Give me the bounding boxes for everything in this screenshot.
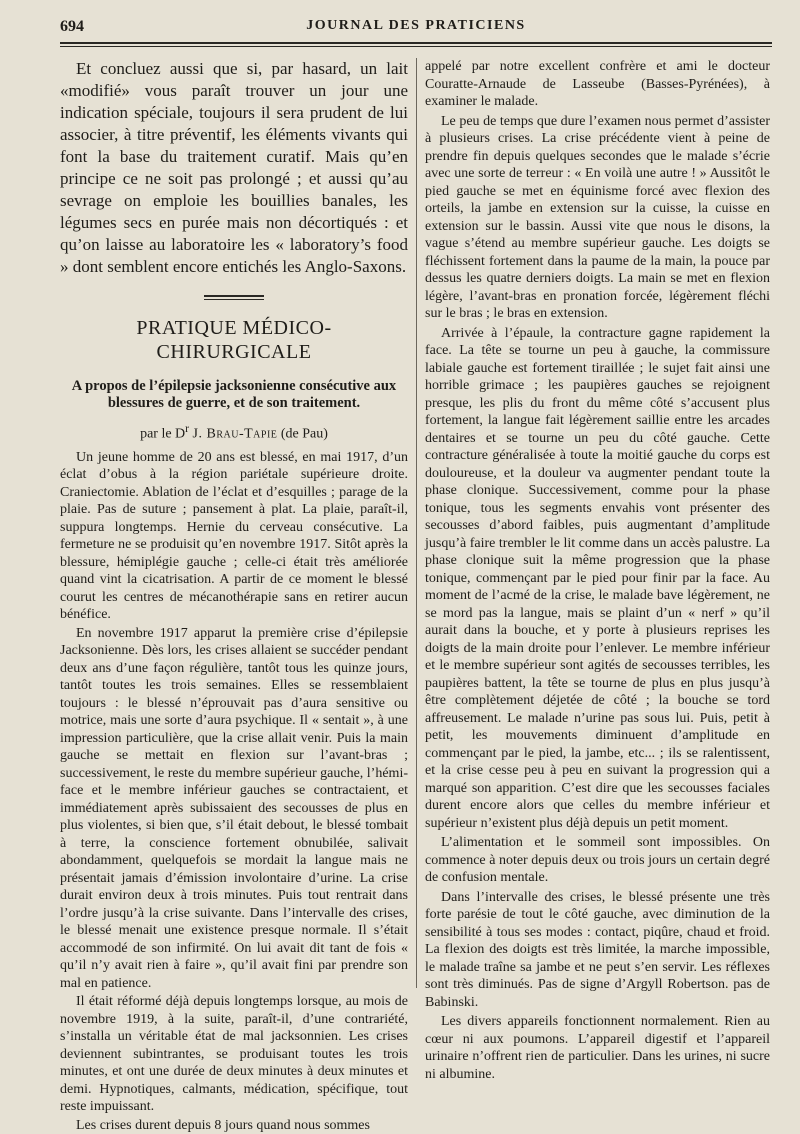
page-number: 694 (60, 18, 84, 36)
header-rule (60, 42, 772, 44)
paragraph: Arrivée à l’épaule, la contracture gagne rapidement la face. La tête se tourne un peu à gauche, la commissure labiale gauche est fortement tiraillée ; le sujet fait ainsi une horrible grimace ; les paupières gauches se rejoignent presque, les plis du front du même côté s’accusent plus fortement, la langue fait légèrement saillie entre les arcades dentaires et se tourne un peu du côté gauche. Cette contracture généralisée à toute la moitié gauche du corps est douloureuse, et la douleur va augmenter pendant toute la phase clonique. Successivement, comme pour la phase tonique, tous les segments envahis vont présenter des secousses d’abord faibles, puis augmentant d’amplitude jusqu’à faire trembler le lit comme dans un accès palustre. La phase clonique suit la même progression que la phase tonique, commençant par le pied pour finir par la face. Au moment de l’acmé de la crise, le malade bave légèrement, ne se mord pas la langue, mais se plaint d’un « nerf » qu’il aurait dans la bouche, et y porte à plusieurs reprises les doigts de la main droite pour l’enlever. Le membre inférieur et le membre supérieur sont agités de secousses terribles, les paupières battent, la tête se tourne de plus en plus jusqu’à être complètement déjetée de côté ; la bouche se tord affreusement. Le malade n’urine pas sous lui. Puis, petit à petit, les mouvements diminuent d’amplitude en commençant par le pied, la jambe, etc... ; ils se ralentissent, et la crise cesse peu à peu en suivant la progression qui a marqué son apparition. C’est dire que les secousses faciales durent encore alors que celles du membre inférieur et supérieur n’existent plus déjà depuis un petit moment. (425, 325, 770, 833)
paragraph: En novembre 1917 apparut la première crise d’épilepsie Jacksonienne. Dès lors, les crises allaient se succéder pendant deux ans d’une façon régulière, tantôt tous les quinze jours, tantôt toutes les trois semaines. Elles se ressemblaient toujours : le blessé n’éprouvait pas d’aura sensitive ou motrice, mais une sorte d’aura psychique. Il « sentait », à une impression particulière, que la crise allait venir. Puis la main gauche se mettait en flexion sur l’avant-bras ; successivement, le reste du membre supérieur gauche, l’hémi-face et le membre inférieur gauches se contractaient, et immédiatement après subissaient des secousses de plus en plus violentes, si bien que, s’il était debout, le blessé tombait à terre, la conscience fortement obnubilée, salivait abondamment, quelquefois se mordait la langue mais ne présentait jamais d’émission involontaire d’urine. La crise durait environ deux à trois minutes. Puis tout rentrait dans l’ordre jusqu’à la crise suivante. Dans l’intervalle des crises, le blessé menait une existence presque normale. Il s’était accommodé de son infirmité. On lui avait dit tant de fois « qu’il n’y avait rien à faire », qu’il avait fini par prendre son mal en patience. (60, 625, 408, 993)
byline-suffix: (de Pau) (281, 426, 328, 441)
paragraph: Les crises durent depuis 8 jours quand nous sommes (60, 1117, 408, 1134)
paragraph: Le peu de temps que dure l’examen nous permet d’assister à plusieurs crises. La crise précédente vient à peine de prendre fin depuis quelques secondes que le malade s’écrie avec une sorte de terreur : « En voilà une autre ! » Aussitôt le pied gauche se met en équinisme forcé avec flexion des orteils, la jambe en extension sur la cuisse, la cuisse en extension sur le bassin. Aussi vite que nous le disons, la vague s’étend au membre supérieur gauche. Les doigts se fléchissent fortement dans la paume de la main, la pouce par dessus les quatre derniers doigts. La main se met en flexion légère, l’avant-bras en pronation forcée, légèrement fléchi sur le bras ; le bras en extension. (425, 113, 770, 323)
byline-sup: r (185, 422, 189, 435)
section-heading: PRATIQUE MÉDICO-CHIRURGICALE (60, 316, 408, 364)
author-name: J. Brau-Tapie (193, 426, 278, 441)
byline (60, 420, 408, 443)
left-column (60, 58, 408, 999)
right-column (425, 58, 770, 999)
running-title: JOURNAL DES PRATICIENS (60, 18, 772, 34)
paragraph: appelé par notre excellent confrère et ami le docteur Couratte-Arnaude de Lasseube (Basses-Pyrénées), à examiner le malade. (425, 58, 770, 111)
article (60, 378, 408, 1134)
paragraph: Les divers appareils fonctionnent normalement. Rien au cœur ni aux poumons. L’appareil digestif et l’appareil urinaire n’offrent rien de particulier. Dans les urines, ni sucre ni albumine. (425, 1013, 770, 1083)
paragraph: L’alimentation et le sommeil sont impossibles. On commence à noter depuis deux ou trois jours un certain degré de confusion mentale. (425, 834, 770, 887)
page-header (60, 18, 772, 38)
column-divider (416, 58, 417, 988)
paragraph: Un jeune homme de 20 ans est blessé, en mai 1917, d’un éclat d’obus à la région pariétale supérieure droite. Craniectomie. Ablation de l’éclat et d’esquilles ; parage de la plaie. Pas de suture ; pansement à plat. La plaie, paraît-il, suppura longtemps. Hernie du cerveau consécutive. La fermeture ne se produisit qu’en novembre 1917. Sitôt après la blessure, hémiplégie gauche ; celle-ci était très améliorée quand vint la cicatrisation. A partir de ce moment le blessé courut les centres de mécanothérapie sans en retirer aucun bénéfice. (60, 449, 408, 624)
article-title: A propos de l’épilepsie jacksonienne consécutive aux blessures de guerre, et de son traitement. (60, 378, 408, 412)
header-rule-thin (60, 46, 772, 47)
byline-prefix: par le D (140, 426, 185, 441)
paragraph: Il était réformé déjà depuis longtemps lorsque, au mois de novembre 1919, à la suite, paraît-il, d’une contrariété, s’installa un véritable état de mal jacksonnien. Les crises deviennent subintrantes, se produisant toutes les trois minutes, et ont une durée de deux minutes à deux minutes et demi. Hypnotiques, calmants, médication, spécifique, tout reste impuissant. (60, 993, 408, 1116)
paragraph: Dans l’intervalle des crises, le blessé présente une très forte parésie de tout le côté gauche, avec diminution de la sensibilité à tous ses modes : contact, piqûre, chaud et froid. La flexion des doigts est très limitée, la marche impossible, le malade traîne sa jambe et ne peut s’en servir. Les réflexes sont très diminués. Pas de signe d’Argyll Robertson. pas de Babinski. (425, 889, 770, 1012)
section-separator (60, 288, 408, 306)
intro-block (60, 58, 408, 278)
intro-paragraph: Et concluez aussi que si, par hasard, un lait «modifié» vous paraît trouver un jour une indication spéciale, toujours il sera prudent de lui associer, à titre préventif, les éléments vivants qui font la base du traitement curatif. Mais qu’en principe ce ne soit pas prolongé ; et aussi qu’au sevrage on emploie les bouillies banales, les légumes secs en purée mais non décortiqués : et qu’on laisse au laboratoire les « laboratory’s food » dont semblent encore entichés les Anglo-Saxons. (60, 58, 408, 278)
